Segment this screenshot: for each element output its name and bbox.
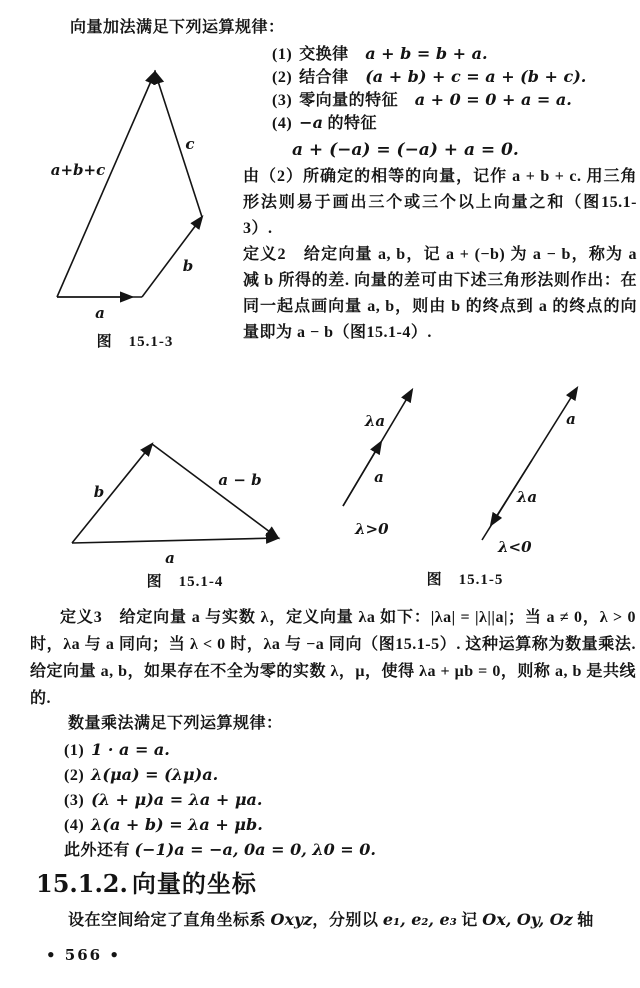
negation-equation: a + (−a) = (−a) + a = 0.: [292, 140, 519, 160]
rule-number: (3): [64, 792, 85, 809]
rule-formula: λ(a + b) = λa + μb.: [91, 815, 263, 834]
definition-3-term: 定义3: [60, 609, 103, 626]
rule-formula: (a + b) + c = a + (b + c).: [365, 67, 587, 86]
addition-rules-list: [272, 42, 586, 134]
figure-15-1-3-caption: 图 15.1-3: [96, 334, 174, 350]
addition-rule-4: [272, 111, 586, 134]
rule-number: (4): [64, 817, 85, 834]
label-c: c: [185, 135, 195, 153]
label-lambda-a-left: λa: [364, 412, 386, 430]
coords-math-basis: e₁, e₂, e₃: [382, 910, 457, 929]
scalar-rules-list: [64, 738, 376, 863]
figure-15-1-5: [335, 382, 635, 572]
paragraph-vector-sum: 由（2）所确定的相等的向量，记作 a + b + c. 用三角形法则易于画出三个或三个以上向量之和（图15.1-3）.: [243, 168, 637, 237]
scalar-rule-4: [64, 813, 376, 838]
right-column: [243, 164, 637, 346]
coords-text-2: ，分别以: [312, 912, 383, 929]
rule-formula: 1 · a = a.: [91, 740, 170, 759]
vector-a-minus-b-line: [152, 444, 278, 538]
coordinates-paragraph: [68, 908, 594, 932]
label-a-minus-b: a − b: [218, 471, 262, 489]
label-b: b: [182, 257, 194, 275]
addition-rule-1: [272, 42, 586, 65]
label-b: b: [93, 483, 105, 501]
rule-formula: (λ + μ)a = λa + μa.: [91, 790, 263, 809]
rule-formula: λ(μa) = (λμ)a.: [91, 765, 219, 784]
scalar-rules-extra: [64, 838, 376, 863]
rule-number: (1): [272, 46, 293, 63]
label-lambda-a-right: λa: [516, 488, 538, 506]
figure-15-1-3: [20, 62, 250, 334]
addition-rule-2: [272, 65, 586, 88]
definition-3-text-1: 给定向量 a 与实数 λ，定义向量 λa 如下：|λa| = |λ||a|；当 a ≠ 0，λ > 0 时，λa 与 a 同向；当 λ < 0 时，λa 与 −a 同向（图15.1-5）. 这种运算称为: [30, 609, 636, 653]
label-lambda-positive: λ>0: [355, 520, 389, 538]
label-a-left: a: [374, 468, 384, 486]
scalar-rule-2: [64, 763, 376, 788]
label-a-plus-b-plus-c: a+b+c: [50, 161, 106, 179]
definition-2-body: 给定向量 a, b，记 a + (−b) 为 a − b，称为 a 减 b 所得的差. 向量的差可由下述三角形法则作出：在同一起点画向量 a, b，则由 b 的终点到 a 的终点的向量即为 a − b（图15.1-4）.: [243, 246, 637, 341]
definition-2: [243, 242, 637, 346]
coords-text-4: 轴: [572, 912, 594, 929]
rule-label: 结合律: [299, 69, 349, 86]
definition-2-term: 定义2: [243, 246, 286, 263]
rule-number: (2): [64, 767, 85, 784]
definition-3: [30, 604, 636, 712]
definition-3-text-2: . 给定向量 a, b，如果存在不全为零的实数 λ，μ，使得 λa + μb = 0，则称 a, b 是共线的.: [30, 636, 636, 707]
label-lambda-negative: λ<0: [498, 538, 532, 556]
rule-formula: a + b = b + a.: [365, 44, 488, 63]
rule-formula: a + 0 = 0 + a = a.: [414, 90, 572, 109]
label-a-right: a: [566, 410, 576, 428]
definition-3-bold-term: 数量乘法: [565, 636, 632, 653]
page-number: • 566 •: [46, 946, 121, 964]
rule-label: 交换律: [299, 46, 349, 63]
coords-math-oxyz: Oxyz: [270, 910, 313, 929]
rule-number: (4): [272, 115, 293, 132]
extra-formula: (−1)a = −a, 0a = 0, λ0 = 0.: [134, 840, 376, 859]
rule-label: 零向量的特征: [299, 92, 399, 109]
coords-text-1: 设在空间给定了直角坐标系: [68, 912, 271, 929]
section-number: 15.1.2.: [36, 869, 128, 898]
rule-number: (3): [272, 92, 293, 109]
section-heading: [36, 864, 257, 899]
addition-rule-3: [272, 88, 586, 111]
label-a: a: [95, 304, 105, 322]
rule-mathpre: −a: [299, 113, 323, 132]
vector-c-line: [155, 72, 202, 217]
rule-number: (2): [272, 69, 293, 86]
scalar-rule-1: [64, 738, 376, 763]
figure-15-1-5-caption: 图 15.1-5: [426, 572, 504, 588]
vector-sum-line: [57, 72, 155, 297]
coords-text-3: 记: [456, 912, 483, 929]
rule-number: (1): [64, 742, 85, 759]
vector-a-line: [72, 538, 278, 543]
coords-math-axes: Ox, Oy, Oz: [482, 910, 573, 929]
extra-pre-text: 此外还有: [64, 842, 135, 859]
rule-label: 的特征: [327, 115, 377, 132]
scalar-rules-intro: 数量乘法满足下列运算规律：: [68, 715, 283, 732]
section-title: 向量的坐标: [131, 872, 257, 898]
intro-text: 向量加法满足下列运算规律：: [70, 19, 285, 36]
label-a: a: [165, 549, 175, 567]
figure-15-1-4: [35, 395, 325, 570]
vector-b-line: [72, 444, 152, 543]
figure-15-1-4-caption: 图 15.1-4: [146, 574, 224, 590]
scalar-rule-3: [64, 788, 376, 813]
